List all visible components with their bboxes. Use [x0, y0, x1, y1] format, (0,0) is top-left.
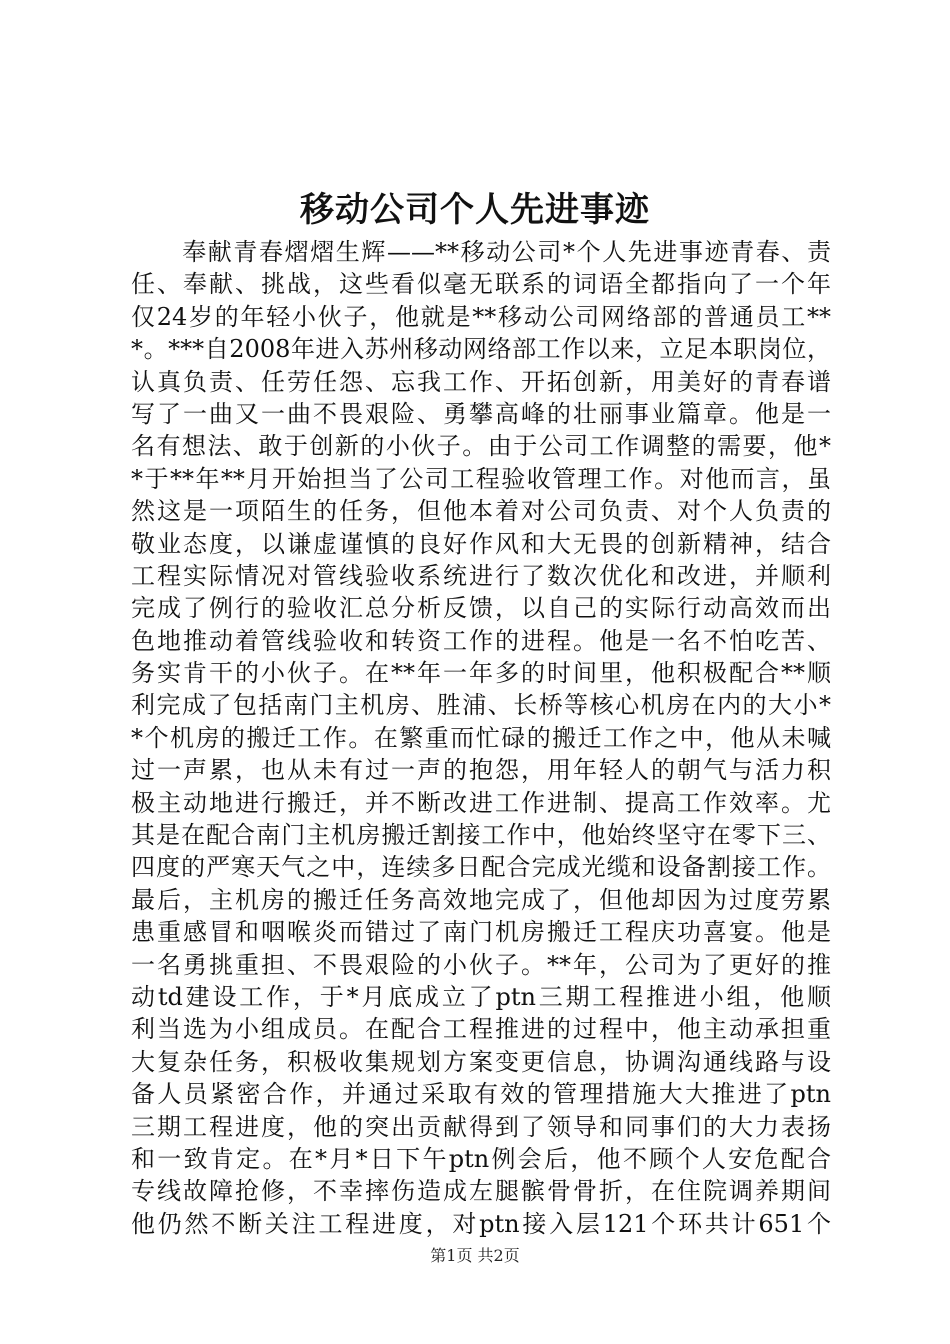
body-line: 工程实际情况对管线验收系统进行了数次优化和改进，并顺利: [131, 561, 831, 590]
body-line: 最后，主机房的搬迁任务高效地完成了，但他却因为过度劳累: [131, 885, 831, 914]
body-line: 认真负责、任劳任怨、忘我工作、开拓创新，用美好的青春谱: [131, 367, 831, 396]
body-line: 四度的严寒天气之中，连续多日配合完成光缆和设备割接工作。: [131, 853, 831, 882]
body-line: 其是在配合南门主机房搬迁割接工作中，他始终坚守在零下三、: [131, 821, 831, 850]
body-line: 患重感冒和咽喉炎而错过了南门机房搬迁工程庆功喜宴。他是: [131, 918, 831, 947]
body-line: 色地推动着管线验收和转资工作的进程。他是一名不怕吃苦、: [131, 626, 831, 655]
body-line: 备人员紧密合作，并通过采取有效的管理措施大大推进了ptn: [131, 1080, 831, 1109]
body-line: 敬业态度，以谦虚谨慎的良好作风和大无畏的创新精神，结合: [131, 529, 831, 558]
body-line: 然这是一项陌生的任务，但他本着对公司负责、对个人负责的: [131, 497, 831, 526]
body-line: 名有想法、敢于创新的小伙子。由于公司工作调整的需要，他*: [131, 432, 831, 461]
body-line: 他仍然不断关注工程进度，对ptn接入层121个环共计651个: [131, 1209, 831, 1238]
body-line: 写了一曲又一曲不畏艰险、勇攀高峰的壮丽事业篇章。他是一: [131, 399, 831, 428]
body-line: *个机房的搬迁工作。在繁重而忙碌的搬迁工作之中，他从未喊: [131, 723, 831, 752]
body-line: 完成了例行的验收汇总分析反馈，以自己的实际行动高效而出: [131, 594, 831, 623]
page-footer: 第1页 共2页: [430, 1246, 520, 1265]
body-line: *。***自2008年进入苏州移动网络部工作以来，立足本职岗位，: [131, 335, 831, 364]
body-line: 奉献青春熠熠生辉——**移动公司*个人先进事迹青春、责: [131, 238, 831, 266]
body-line: 专线故障抢修，不幸摔伤造成左腿髌骨骨折，在住院调养期间: [131, 1177, 831, 1206]
body-line: 仅24岁的年轻小伙子，他就是**移动公司网络部的普通员工**: [131, 302, 831, 331]
body-line: 动td建设工作，于*月底成立了ptn三期工程推进小组，他顺: [131, 982, 831, 1011]
document-title: 移动公司个人先进事迹: [300, 190, 650, 230]
body-line: 一名勇挑重担、不畏艰险的小伙子。**年，公司为了更好的推: [131, 950, 831, 979]
body-line: 过一声累，也从未有过一声的抱怨，用年轻人的朝气与活力积: [131, 756, 831, 785]
body-line: *于**年**月开始担当了公司工程验收管理工作。对他而言，虽: [131, 464, 831, 493]
body-line: 极主动地进行搬迁，并不断改进工作进制、提高工作效率。尤: [131, 788, 831, 817]
document-body: [131, 236, 831, 1240]
body-line: 务实肯干的小伙子。在**年一年多的时间里，他积极配合**顺: [131, 659, 831, 688]
body-line: 大复杂任务，积极收集规划方案变更信息，协调沟通线路与设: [131, 1047, 831, 1076]
body-line: 利当选为小组成员。在配合工程推进的过程中，他主动承担重: [131, 1015, 831, 1044]
body-line: 三期工程进度，他的突出贡献得到了领导和同事们的大力表扬: [131, 1112, 831, 1141]
body-line: 任、奉献、挑战，这些看似毫无联系的词语全都指向了一个年: [131, 270, 831, 299]
body-line: 利完成了包括南门主机房、胜浦、长桥等核心机房在内的大小*: [131, 691, 831, 720]
body-line: 和一致肯定。在*月*日下午ptn例会后，他不顾个人安危配合: [131, 1144, 831, 1173]
